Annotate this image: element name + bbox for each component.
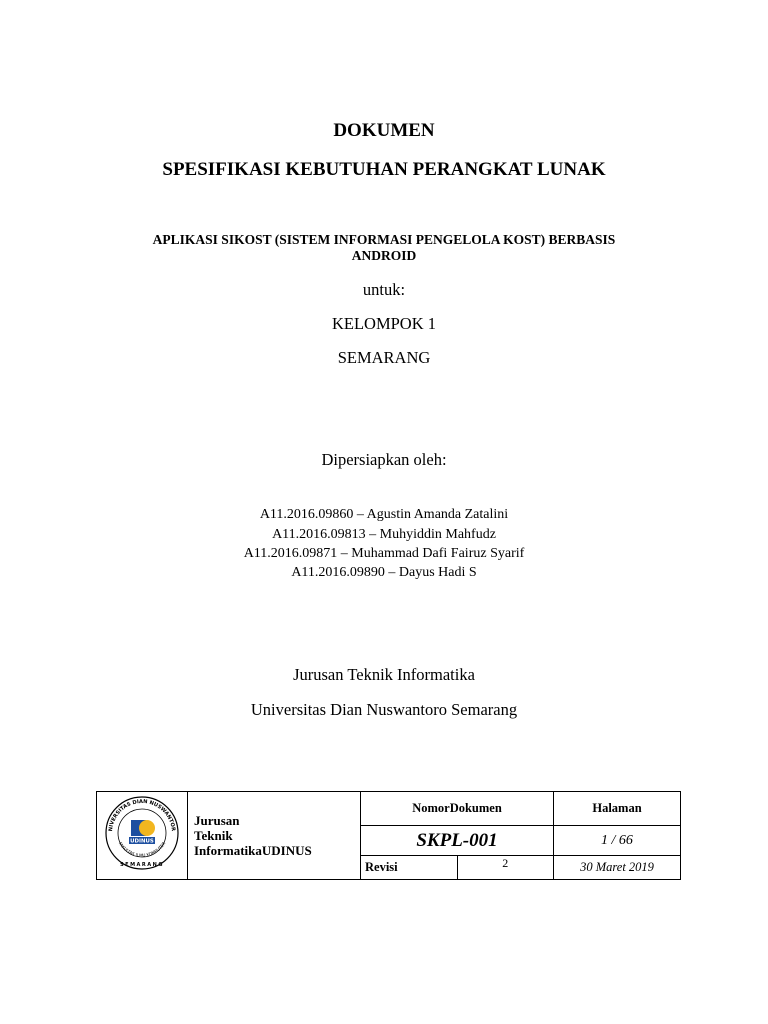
group-name: KELOMPOK 1 (331, 314, 437, 333)
page-label: Halaman (554, 792, 681, 826)
document-title: SPESIFIKASI KEBUTUHAN PERANGKAT LUNAK (162, 159, 606, 180)
author-item: A11.2016.09871 – Muhammad Dafi Fairuz Syarif (243, 546, 525, 561)
udinus-logo (102, 793, 182, 873)
document-type-label: DOKUMEN (333, 120, 435, 141)
doc-number: SKPL-001 (361, 826, 554, 856)
logo-bottom-text: FAKULTAS ILMU KOMPUTER (117, 841, 167, 858)
dept-line: Teknik (194, 828, 233, 843)
author-item: A11.2016.09860 – Agustin Amanda Zatalini (259, 507, 509, 522)
for-label: untuk: (362, 280, 406, 299)
doc-number-label: NomorDokumen (361, 792, 554, 826)
logo-city: SEMARANG (120, 862, 164, 868)
author-item: A11.2016.09890 – Dayus Hadi S (291, 565, 477, 580)
author-item: A11.2016.09813 – Muhyiddin Mahfudz (272, 527, 496, 542)
dept-line: Jurusan (194, 813, 240, 828)
app-title-line1: APLIKASI SIKOST (SISTEM INFORMASI PENGELOLA KOST) BERBASIS (152, 232, 616, 247)
department-cell (188, 792, 361, 880)
document-date: 30 Maret 2019 (554, 856, 681, 880)
logo-top-text: NIVERSITAS DIAN NUSWANTOR (107, 798, 176, 832)
page-value: 1 / 66 (554, 826, 681, 856)
logo-name: UDINUS (130, 838, 154, 845)
logo-cell (97, 792, 188, 880)
app-title-line2: ANDROID (351, 248, 417, 263)
city-name: SEMARANG (337, 348, 431, 367)
department-name: Jurusan Teknik Informatika (293, 665, 475, 684)
logo-emblem (139, 820, 155, 836)
dept-line: InformatikaUDINUS (194, 843, 312, 858)
document-info-table (96, 791, 681, 880)
revision-label: Revisi (361, 856, 458, 880)
prepared-by-label: Dipersiapkan oleh: (321, 450, 447, 469)
revision-value: 2 (457, 856, 554, 880)
university-name: Universitas Dian Nuswantoro Semarang (250, 700, 518, 719)
